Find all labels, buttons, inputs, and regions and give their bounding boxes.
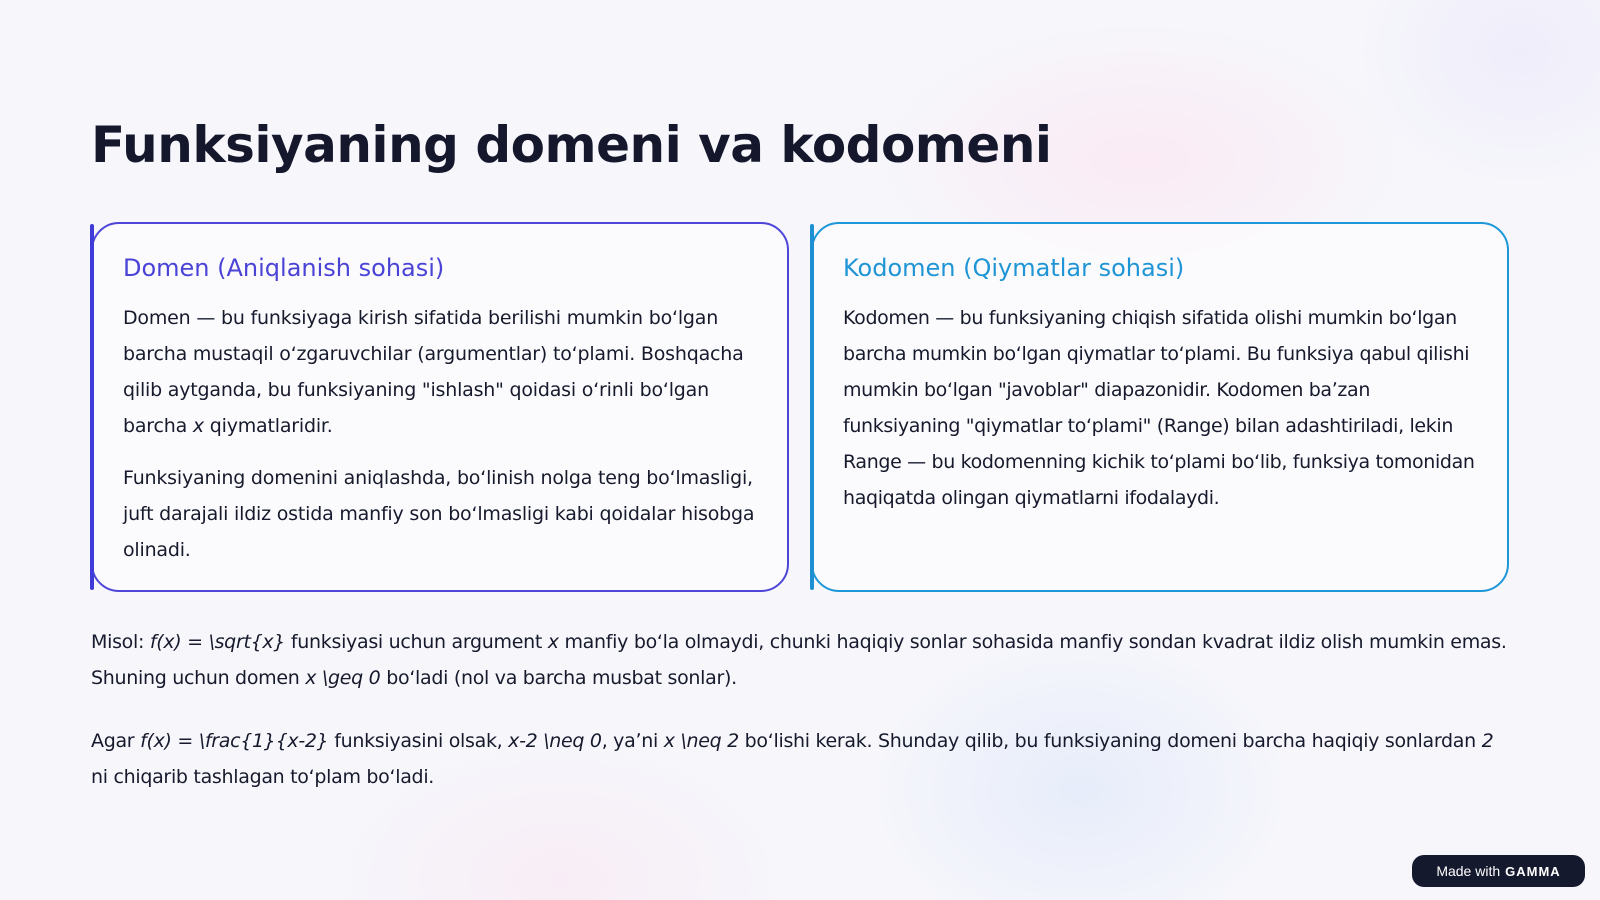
example1-math-domain: x \geq 0 [305,667,381,689]
example2-text-1: funksiyasini olsak, [334,730,503,752]
example2-math-condition: x-2 \neq 0 [508,730,602,752]
domain-card-heading: Domen (Aniqlanish sohasi) [123,254,445,282]
made-with-gamma-badge[interactable] [1412,855,1585,887]
domain-card [91,222,789,592]
page-title: Funksiyaning domeni va kodomeni [91,116,1052,174]
example2-text-2: , yaʼni [601,730,658,752]
example1-text-2: manfiy boʻla olmaydi, chunki haqiqiy sonlar sohasida manfiy sondan kvadrat ildiz olish mumkin emas. Shuning uchun domen [91,631,1507,689]
example1-math-x: x [547,631,559,653]
example2-math-x: x \neq 2 [663,730,739,752]
badge-prefix: Made with [1436,863,1501,879]
domain-p1-math: x [192,415,204,437]
codomain-card [811,222,1509,592]
domain-card-paragraph-2: Funksiyaning domenini aniqlashda, boʻlinish nolga teng boʻlmasligi, juft darajali ildiz ostida manfiy son boʻlmasligi kabi qoidalar hisobga olinadi. [123,467,755,561]
example2-text-3: boʻlishi kerak. Shunday qilib, bu funksiyaning domeni barcha haqiqiy sonlardan [744,730,1476,752]
domain-card-paragraph-1 [123,300,761,444]
example-paragraph-2 [91,723,1511,795]
example2-lead: Agar [91,730,135,752]
gamma-logo: GAMMA [1505,863,1561,879]
example-paragraph-1 [91,624,1511,696]
card-accent-bar [90,224,94,590]
domain-p1-tail: qiymatlaridir. [209,415,333,437]
example2-math-function: f(x) = \frac{1}{x-2} [140,730,329,752]
card-accent-bar [810,224,814,590]
domain-p1-text: Domen — bu funksiyaga kirish sifatida berilishi mumkin boʻlgan barcha mustaqil oʻzgaruvchilar (argumentlar) toʻplami. Boshqacha qilib aytganda, bu funksiyaning "ishlash" qoidasi oʻrinli boʻlgan barcha [123,307,744,437]
example2-text-4: ni chiqarib tashlagan toʻplam boʻladi. [91,766,435,788]
codomain-card-heading: Kodomen (Qiymatlar sohasi) [843,254,1185,282]
codomain-card-paragraph: Kodomen — bu funksiyaning chiqish sifatida olishi mumkin boʻlgan barcha mumkin boʻlgan qiymatlar toʻplami. Bu funksiya qabul qilishi mumkin boʻlgan "javoblar" diapazonidir. Kodomen baʼzan funksiyaning "qiymatlar toʻplami" (Range) bilan adashtiriladi, lekin Range — bu kodomenning kichik toʻplami boʻlib, funksiya tomonidan haqiqatda olingan qiymatlarni ifodalaydi. [843,307,1475,509]
example1-text-1: funksiyasi uchun argument [290,631,543,653]
example2-math-two: 2 [1481,730,1494,752]
example1-text-3: boʻladi (nol va barcha musbat sonlar). [386,667,737,689]
example1-math-function: f(x) = \sqrt{x} [149,631,286,653]
example1-lead: Misol: [91,631,145,653]
